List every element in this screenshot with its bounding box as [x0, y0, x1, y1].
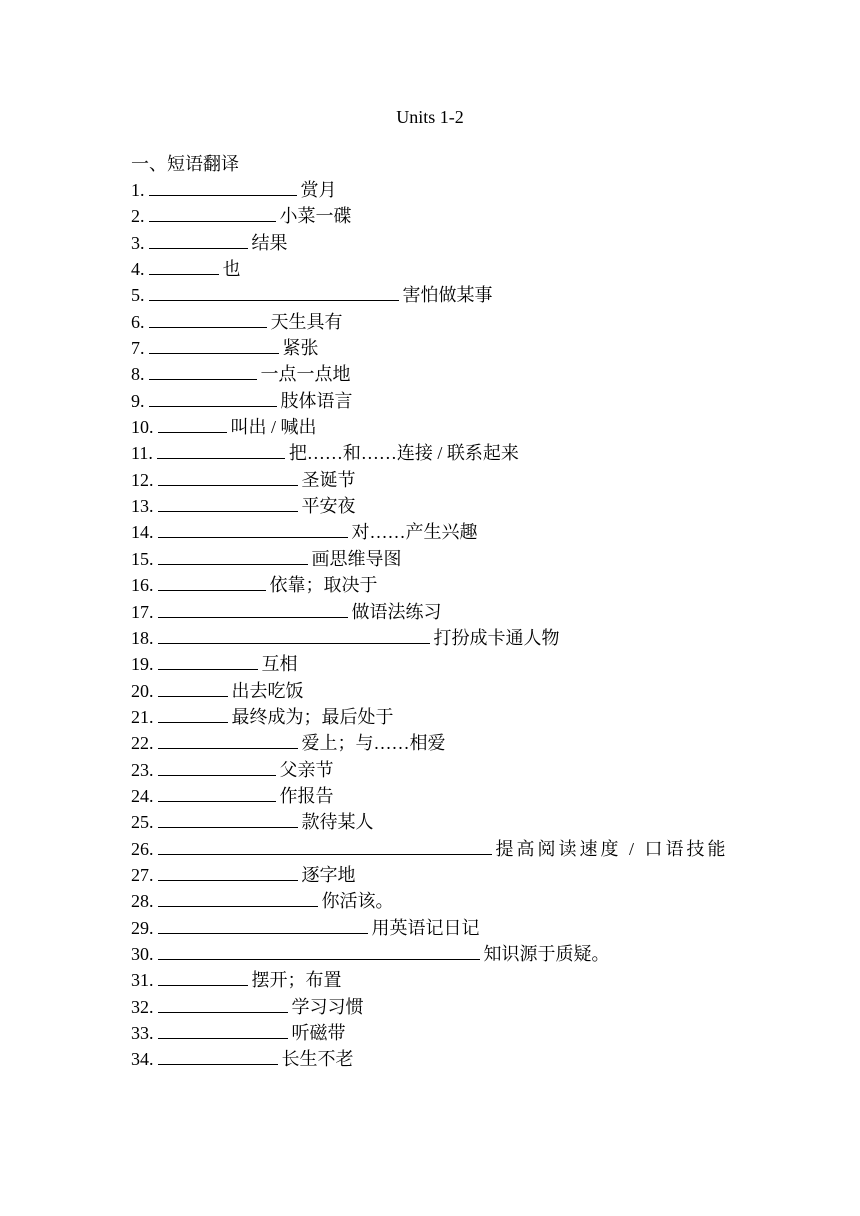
list-item [131, 651, 731, 677]
item-number: 3. [131, 232, 145, 253]
list-item [131, 757, 731, 783]
item-number: 19. [131, 654, 154, 675]
list-item [131, 414, 731, 440]
item-number: 23. [131, 759, 154, 780]
item-meaning: 做语法练习 [351, 601, 442, 622]
answer-blank[interactable] [158, 679, 228, 697]
answer-blank[interactable] [149, 178, 297, 196]
item-number: 6. [131, 311, 145, 332]
answer-blank[interactable] [149, 336, 279, 354]
item-meaning: 你活该。 [321, 891, 394, 912]
item-meaning: 作报告 [279, 785, 334, 806]
item-meaning: 父亲节 [279, 759, 334, 780]
answer-blank[interactable] [158, 520, 348, 538]
list-item [131, 203, 731, 229]
list-item [131, 572, 731, 598]
list-item [131, 994, 731, 1020]
list-item [131, 836, 731, 862]
item-number: 20. [131, 680, 154, 701]
item-number: 34. [131, 1049, 154, 1070]
list-item [131, 388, 731, 414]
answer-blank[interactable] [158, 942, 480, 960]
list-item [131, 967, 731, 993]
item-number: 4. [131, 259, 145, 280]
answer-blank[interactable] [158, 810, 298, 828]
list-item [131, 309, 731, 335]
answer-blank[interactable] [158, 889, 318, 907]
item-number: 28. [131, 891, 154, 912]
list-item [131, 888, 731, 914]
item-number: 7. [131, 338, 145, 359]
answer-blank[interactable] [158, 1021, 288, 1039]
list-item [131, 361, 731, 387]
item-meaning: 爱上；与……相爱 [301, 733, 446, 754]
item-meaning: 一点一点地 [260, 364, 351, 385]
item-number: 10. [131, 417, 154, 438]
section-heading: 一、短语翻译 [131, 154, 239, 174]
item-meaning: 学习习惯 [291, 996, 364, 1017]
answer-blank[interactable] [158, 600, 348, 618]
item-meaning: 害怕做某事 [402, 285, 493, 306]
item-number: 18. [131, 627, 154, 648]
answer-blank[interactable] [158, 968, 248, 986]
item-meaning: 提高阅读速度 / 口语技能 [495, 838, 729, 859]
item-meaning: 对……产生兴趣 [351, 522, 478, 543]
item-meaning: 把……和……连接 / 联系起来 [288, 443, 519, 464]
item-meaning: 小菜一碟 [279, 206, 352, 227]
item-meaning: 打扮成卡通人物 [433, 627, 560, 648]
answer-blank[interactable] [149, 389, 277, 407]
answer-blank[interactable] [149, 310, 267, 328]
list-item [131, 783, 731, 809]
list-item [131, 862, 731, 888]
item-number: 12. [131, 469, 154, 490]
answer-blank[interactable] [158, 784, 276, 802]
item-meaning: 结果 [251, 232, 288, 253]
answer-blank[interactable] [157, 441, 285, 459]
list-item [131, 1046, 731, 1072]
item-number: 16. [131, 575, 154, 596]
item-number: 2. [131, 206, 145, 227]
item-meaning: 肢体语言 [280, 390, 353, 411]
list-item [131, 335, 731, 361]
item-number: 32. [131, 996, 154, 1017]
answer-blank[interactable] [149, 257, 219, 275]
item-meaning: 紧张 [282, 338, 319, 359]
list-item [131, 678, 731, 704]
item-number: 21. [131, 706, 154, 727]
answer-blank[interactable] [158, 758, 276, 776]
item-number: 29. [131, 917, 154, 938]
list-item [131, 546, 731, 572]
item-meaning: 听磁带 [291, 1023, 346, 1043]
answer-blank[interactable] [158, 837, 492, 855]
item-number: 25. [131, 812, 154, 833]
answer-blank[interactable] [158, 573, 266, 591]
item-meaning: 知识源于质疑。 [483, 943, 610, 964]
answer-blank[interactable] [149, 204, 276, 222]
item-meaning: 摆开；布置 [251, 970, 342, 991]
list-item [131, 256, 731, 282]
list-item [131, 809, 731, 835]
item-meaning: 画思维导图 [311, 548, 402, 569]
answer-blank[interactable] [158, 863, 298, 881]
page-title: Units 1-2 [396, 107, 464, 127]
item-number: 24. [131, 785, 154, 806]
list-item [131, 177, 731, 203]
answer-blank[interactable] [158, 916, 368, 934]
answer-blank[interactable] [158, 547, 308, 565]
item-number: 9. [131, 390, 145, 411]
item-meaning: 也 [222, 259, 241, 280]
answer-blank[interactable] [158, 626, 430, 644]
answer-blank[interactable] [158, 731, 298, 749]
answer-blank[interactable] [158, 705, 228, 723]
item-meaning: 用英语记日记 [371, 917, 480, 938]
item-meaning: 赏月 [300, 180, 337, 200]
item-meaning: 逐字地 [301, 864, 356, 885]
list-item [131, 1020, 731, 1046]
item-number: 17. [131, 601, 154, 622]
item-number: 13. [131, 496, 154, 517]
phrase-list [131, 177, 731, 1073]
answer-blank[interactable] [158, 652, 258, 670]
list-item [131, 493, 731, 519]
item-meaning: 款待某人 [301, 812, 374, 833]
item-meaning: 依靠；取决于 [269, 575, 378, 596]
item-number: 1. [131, 180, 145, 200]
item-number: 26. [131, 838, 154, 859]
answer-blank[interactable] [158, 468, 298, 486]
list-item [131, 230, 731, 256]
answer-blank[interactable] [149, 283, 399, 301]
answer-blank[interactable] [149, 362, 257, 380]
item-meaning: 互相 [261, 654, 298, 675]
item-number: 11. [131, 443, 153, 464]
item-number: 15. [131, 548, 154, 569]
list-item [131, 599, 731, 625]
item-meaning: 平安夜 [301, 496, 356, 517]
answer-blank[interactable] [158, 995, 288, 1013]
item-meaning: 圣诞节 [301, 469, 356, 490]
item-meaning: 叫出 / 喊出 [230, 417, 317, 438]
list-item [131, 941, 731, 967]
item-number: 14. [131, 522, 154, 543]
list-item [131, 704, 731, 730]
item-number: 31. [131, 970, 154, 991]
list-item [131, 440, 731, 466]
item-number: 8. [131, 364, 145, 385]
list-item [131, 519, 731, 545]
item-number: 33. [131, 1023, 154, 1043]
item-meaning: 最终成为；最后处于 [231, 706, 394, 727]
list-item [131, 467, 731, 493]
answer-blank[interactable] [158, 1047, 278, 1065]
list-item [131, 625, 731, 651]
item-meaning: 长生不老 [281, 1049, 354, 1070]
answer-blank[interactable] [158, 415, 227, 433]
answer-blank[interactable] [158, 494, 298, 512]
item-number: 30. [131, 943, 154, 964]
item-meaning: 天生具有 [270, 311, 343, 332]
item-number: 5. [131, 285, 145, 306]
item-number: 27. [131, 864, 154, 885]
answer-blank[interactable] [149, 231, 248, 249]
list-item [131, 730, 731, 756]
item-meaning: 出去吃饭 [231, 680, 304, 701]
item-number: 22. [131, 733, 154, 754]
list-item [131, 282, 731, 308]
list-item [131, 915, 731, 941]
